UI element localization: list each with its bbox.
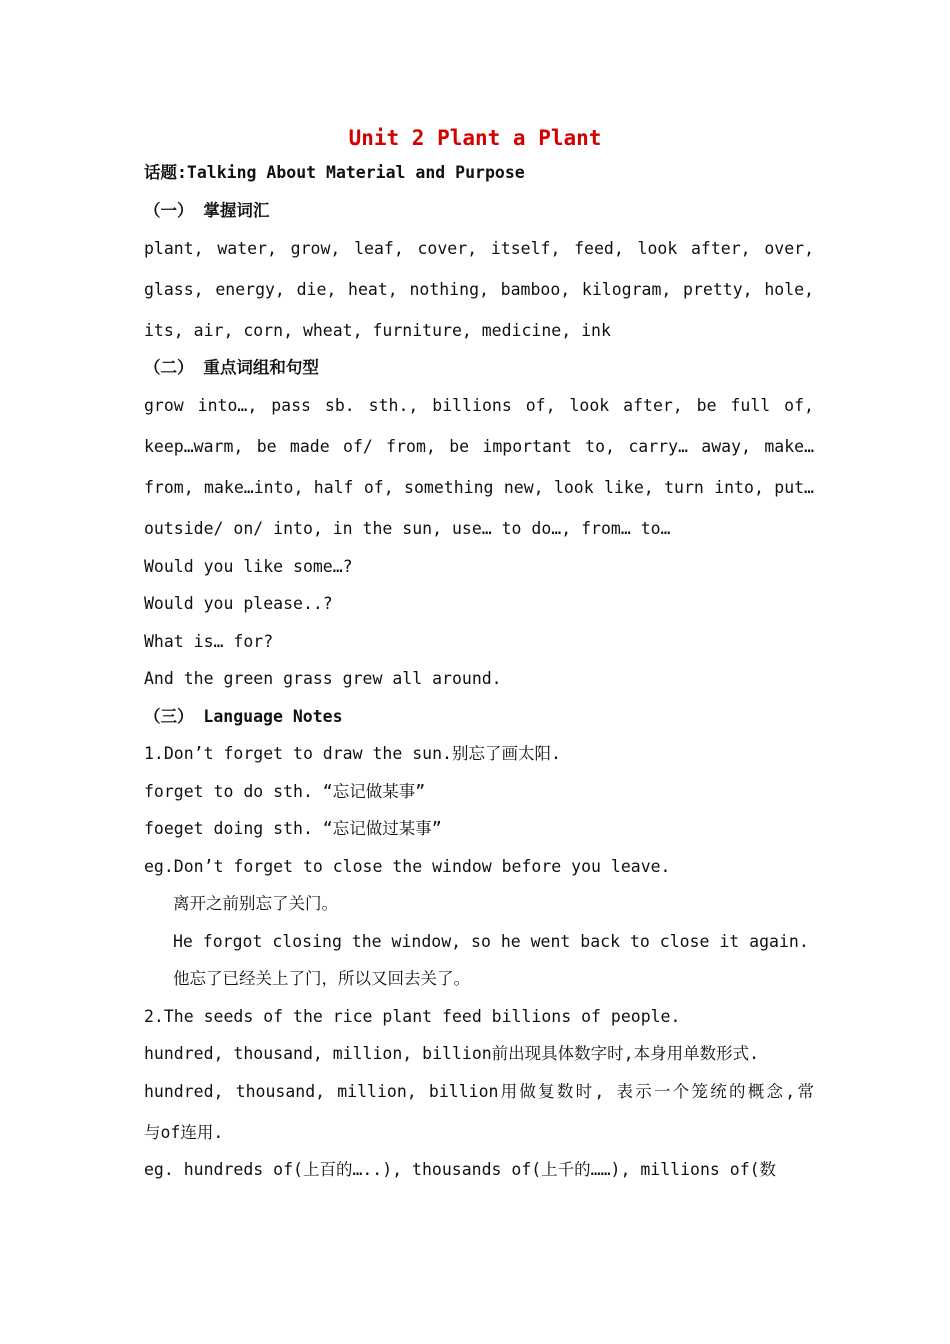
note-line: eg.Don’t forget to close the window before you leave.	[144, 857, 671, 876]
topic-line: 话题:Talking About Material and Purpose	[144, 163, 525, 182]
vocab-line: its, air, corn, wheat, furniture, medicine, ink	[144, 321, 611, 340]
phrase-line: keep…warm, be made of/ from, be important to, carry… away, make…	[144, 437, 814, 456]
section-heading-language-notes: （三） Language Notes	[144, 707, 343, 726]
sentence-pattern: Would you like some…?	[144, 557, 353, 576]
phrase-line: outside/ on/ into, in the sun, use… to do…, from… to…	[144, 519, 671, 538]
vocab-line: glass, energy, die, heat, nothing, bamboo, kilogram, pretty, hole,	[144, 280, 814, 299]
phrase-line: from, make…into, half of, something new, look like, turn into, put…	[144, 478, 814, 497]
phrase-line: grow into…, pass sb. sth., billions of, look after, be full of,	[144, 396, 814, 415]
note-line: eg. hundreds of(上百的…..), thousands of(上千的……), millions of(数	[144, 1160, 777, 1179]
vocab-line: plant, water, grow, leaf, cover, itself, feed, look after, over,	[144, 239, 814, 258]
sentence-pattern: Would you please..?	[144, 594, 333, 613]
note-line: 他忘了已经关上了门，所以又回去关了。	[173, 969, 470, 988]
note-line: foeget doing sth. “忘记做过某事”	[144, 819, 442, 838]
document-title: Unit 2 Plant a Plant	[348, 126, 602, 150]
note-line: He forgot closing the window, so he went back to close it again.	[173, 932, 809, 951]
section-heading-vocabulary: （一） 掌握词汇	[144, 201, 270, 220]
section-heading-phrases: （二） 重点词组和句型	[144, 358, 319, 377]
note-line: hundred, thousand, million, billion用做复数时, 表示一个笼统的概念,常	[144, 1082, 814, 1101]
note-line: hundred, thousand, million, billion前出现具体数字时,本身用单数形式.	[144, 1044, 760, 1063]
note-line: 离开之前别忘了关门。	[173, 894, 338, 913]
note-line: 1.Don’t forget to draw the sun.别忘了画太阳.	[144, 744, 561, 763]
note-line: forget to do sth. “忘记做某事”	[144, 782, 426, 801]
note-line: 与of连用.	[144, 1123, 224, 1142]
sentence-pattern: What is… for?	[144, 632, 274, 651]
sentence-pattern: And the green grass grew all around.	[144, 669, 502, 688]
note-line: 2.The seeds of the rice plant feed billions of people.	[144, 1007, 681, 1026]
